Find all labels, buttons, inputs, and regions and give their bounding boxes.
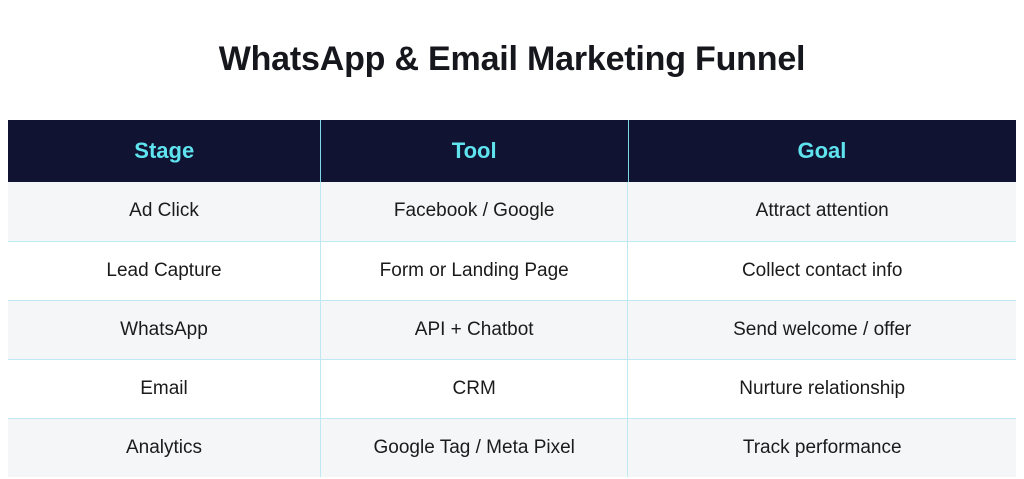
cell-tool: Facebook / Google [320,182,627,241]
cell-stage: Analytics [8,418,320,477]
cell-stage: WhatsApp [8,300,320,359]
table-row [8,418,1016,477]
cell-goal: Nurture relationship [628,359,1016,418]
cell-goal: Collect contact info [628,241,1016,300]
cell-tool: API + Chatbot [320,300,627,359]
cell-tool: CRM [320,359,627,418]
cell-goal: Attract attention [628,182,1016,241]
page-title: WhatsApp & Email Marketing Funnel [218,40,806,78]
table-row [8,182,1016,241]
column-header-tool: Tool [320,120,627,182]
cell-stage: Email [8,359,320,418]
table-header [8,120,1016,182]
table-header-row [8,120,1016,182]
funnel-table [8,120,1016,477]
table-row [8,359,1016,418]
table-row [8,300,1016,359]
cell-goal: Track performance [628,418,1016,477]
cell-stage: Ad Click [8,182,320,241]
cell-stage: Lead Capture [8,241,320,300]
cell-tool: Google Tag / Meta Pixel [320,418,627,477]
table-body [8,182,1016,477]
cell-tool: Form or Landing Page [320,241,627,300]
cell-goal: Send welcome / offer [628,300,1016,359]
table-row [8,241,1016,300]
column-header-stage: Stage [8,120,320,182]
column-header-goal: Goal [628,120,1016,182]
funnel-table-container [8,120,1016,477]
